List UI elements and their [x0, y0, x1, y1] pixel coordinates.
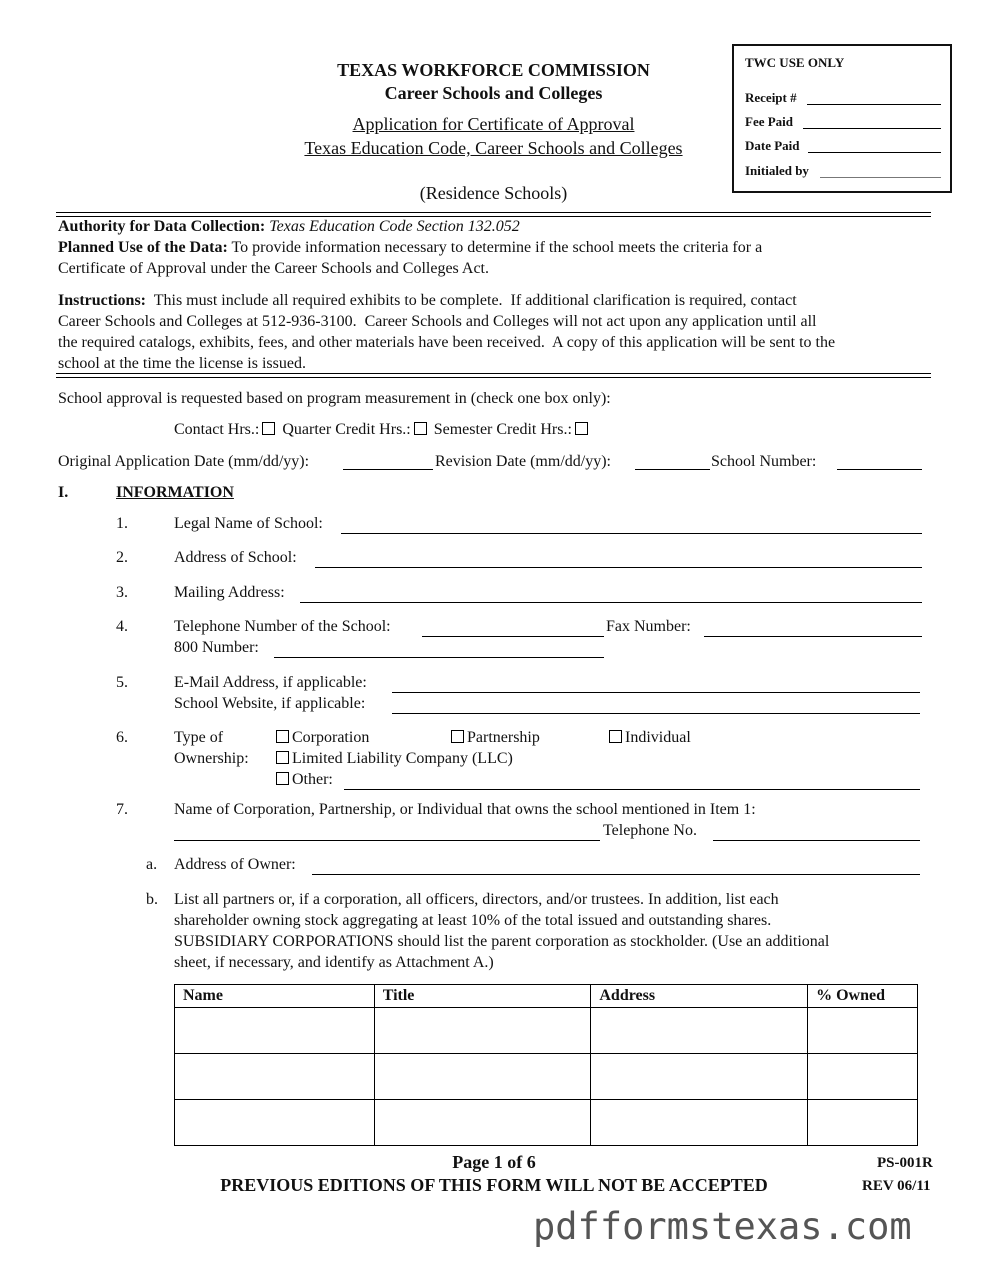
- corporation-checkbox[interactable]: [276, 730, 289, 743]
- website-label: School Website, if applicable:: [174, 695, 366, 712]
- list-instructions-3: SUBSIDIARY CORPORATIONS should list the parent corporation as stockholder. (Use an additional: [174, 933, 830, 950]
- section-title: INFORMATION: [116, 484, 234, 501]
- school-address-label: Address of School:: [174, 549, 297, 566]
- item-number: 2.: [116, 549, 128, 566]
- item-number: 5.: [116, 674, 128, 691]
- form-title-sub: Texas Education Code, Career Schools and Colleges: [304, 138, 683, 158]
- watermark: pdfformstexas.com: [533, 1205, 912, 1248]
- partnership-checkbox[interactable]: [451, 730, 464, 743]
- address-cell[interactable]: [591, 1054, 808, 1100]
- legal-name-field[interactable]: [341, 519, 922, 534]
- percent-owned-column-header: % Owned: [808, 985, 918, 1008]
- item-number: 4.: [116, 618, 128, 635]
- table-header-row: [175, 985, 918, 1008]
- percent-owned-cell[interactable]: [808, 1100, 918, 1146]
- list-instructions-4: sheet, if necessary, and identify as Attachment A.): [174, 954, 494, 971]
- owner-name-label: Name of Corporation, Partnership, or Individual that owns the school mentioned in Item 1:: [174, 801, 756, 818]
- quarter-credit-checkbox[interactable]: [414, 422, 427, 435]
- item-number: 1.: [116, 515, 128, 532]
- planned-use-line: [58, 239, 762, 257]
- division-name: Career Schools and Colleges: [384, 83, 603, 103]
- individual-checkbox[interactable]: [609, 730, 622, 743]
- original-date-label: Original Application Date (mm/dd/yy):: [58, 453, 310, 470]
- website-field[interactable]: [392, 699, 920, 714]
- planned-use-text-2: Certificate of Approval under the Career Schools and Colleges Act.: [58, 260, 489, 277]
- authority-label: Authority for Data Collection:: [58, 218, 266, 235]
- residence-schools-subtitle: (Residence Schools): [419, 183, 568, 203]
- toll-free-field[interactable]: [274, 643, 604, 658]
- name-cell[interactable]: [175, 1008, 375, 1054]
- title-column-header: Title: [374, 985, 591, 1008]
- individual-option: Individual: [606, 729, 691, 747]
- form-revision: REV 06/11: [862, 1178, 931, 1194]
- title-cell[interactable]: [374, 1054, 591, 1100]
- revision-date-field[interactable]: [635, 455, 710, 470]
- page-number: Page 1 of 6: [452, 1152, 536, 1172]
- instructions-label: Instructions:: [58, 292, 147, 309]
- owner-telephone-field[interactable]: [713, 826, 920, 841]
- header-divider: [56, 212, 931, 217]
- date-paid-field[interactable]: [808, 152, 941, 153]
- item-letter: a.: [146, 856, 158, 873]
- address-cell[interactable]: [591, 1008, 808, 1054]
- llc-checkbox[interactable]: [276, 751, 289, 764]
- form-code: PS-001R: [877, 1155, 933, 1171]
- owner-name-field[interactable]: [174, 826, 600, 841]
- semester-credit-label: Semester Credit Hrs.:: [433, 421, 572, 438]
- name-cell[interactable]: [175, 1054, 375, 1100]
- email-field[interactable]: [392, 678, 920, 693]
- authority-line: [58, 218, 520, 236]
- type-of-label: Type of: [174, 729, 224, 746]
- item-number: 6.: [116, 729, 128, 746]
- other-field[interactable]: [344, 775, 920, 790]
- ownership-label: Ownership:: [174, 750, 249, 767]
- authority-text: Texas Education Code Section 132.052: [269, 218, 520, 235]
- contact-hrs-label: Contact Hrs.:: [174, 421, 260, 438]
- other-option: Other:: [273, 771, 333, 789]
- measurement-prompt: School approval is requested based on program measurement in (check one box only):: [58, 390, 611, 407]
- planned-use-text-1: To provide information necessary to determine if the school meets the criteria for a: [231, 239, 763, 256]
- legal-name-label: Legal Name of School:: [174, 515, 323, 532]
- contact-hrs-checkbox[interactable]: [262, 422, 275, 435]
- fee-paid-field[interactable]: [803, 128, 941, 129]
- corporation-option: Corporation: [273, 729, 369, 747]
- previous-editions-warning: PREVIOUS EDITIONS OF THIS FORM WILL NOT BE ACCEPTED: [220, 1175, 768, 1195]
- twc-box-title: TWC USE ONLY: [745, 55, 845, 70]
- school-number-label: School Number:: [711, 453, 817, 470]
- form-title: Application for Certificate of Approval: [352, 114, 635, 134]
- item-letter: b.: [146, 891, 158, 908]
- revision-date-label: Revision Date (mm/dd/yy):: [435, 453, 611, 470]
- instructions-line-3: the required catalogs, exhibits, fees, and other materials have been received. A copy of this application will be sent to the: [58, 334, 836, 351]
- school-number-field[interactable]: [837, 455, 922, 470]
- address-column-header: Address: [591, 985, 808, 1008]
- receipt-label: Receipt #: [745, 90, 797, 105]
- email-label: E-Mail Address, if applicable:: [174, 674, 367, 691]
- telephone-field[interactable]: [422, 622, 604, 637]
- date-paid-label: Date Paid: [745, 138, 800, 153]
- fax-label: Fax Number:: [606, 618, 691, 635]
- fax-field[interactable]: [704, 622, 922, 637]
- instructions-divider: [56, 373, 931, 378]
- telephone-label: Telephone Number of the School:: [174, 618, 391, 635]
- table-row: [175, 1008, 918, 1054]
- name-cell[interactable]: [175, 1100, 375, 1146]
- list-instructions-2: shareholder owning stock aggregating at least 10% of the total issued and outstanding shares.: [174, 912, 772, 929]
- instructions-line-2: Career Schools and Colleges at 512-936-3100. Career Schools and Colleges will not act upon any application until all: [58, 313, 817, 330]
- planned-use-label: Planned Use of the Data:: [58, 239, 228, 256]
- initialed-by-label: Initialed by: [745, 163, 809, 178]
- item-number: 3.: [116, 584, 128, 601]
- instructions-line-4: school at the time the license is issued.: [58, 355, 306, 372]
- receipt-field[interactable]: [807, 104, 941, 105]
- agency-name: TEXAS WORKFORCE COMMISSION: [337, 60, 650, 80]
- quarter-credit-label: Quarter Credit Hrs.:: [282, 421, 411, 438]
- mailing-address-field[interactable]: [300, 588, 922, 603]
- item-number: 7.: [116, 801, 128, 818]
- section-numeral: I.: [58, 484, 69, 501]
- owners-table: [174, 984, 918, 1146]
- partnership-option: Partnership: [448, 729, 540, 747]
- measurement-options: [174, 421, 591, 439]
- instructions-line-1: Instructions: This must include all required exhibits to be complete. If additional clarification is required, contact: [58, 292, 797, 309]
- fee-paid-label: Fee Paid: [745, 114, 794, 129]
- list-instructions-1: List all partners or, if a corporation, all officers, directors, and/or trustees. In addition, list each: [174, 891, 779, 908]
- toll-free-label: 800 Number:: [174, 639, 259, 656]
- table-row: [175, 1054, 918, 1100]
- owner-address-field[interactable]: [312, 860, 920, 875]
- semester-credit-checkbox[interactable]: [575, 422, 588, 435]
- table-row: [175, 1100, 918, 1146]
- name-column-header: Name: [175, 985, 375, 1008]
- other-checkbox[interactable]: [276, 772, 289, 785]
- owner-telephone-label: Telephone No.: [603, 822, 697, 839]
- percent-owned-cell[interactable]: [808, 1054, 918, 1100]
- school-address-field[interactable]: [315, 553, 922, 568]
- twc-use-only-box: [732, 44, 952, 193]
- original-date-field[interactable]: [343, 455, 433, 470]
- owner-address-label: Address of Owner:: [174, 856, 296, 873]
- llc-option: Limited Liability Company (LLC): [273, 750, 513, 768]
- percent-owned-cell[interactable]: [808, 1008, 918, 1054]
- title-cell[interactable]: [374, 1008, 591, 1054]
- mailing-address-label: Mailing Address:: [174, 584, 285, 601]
- address-cell[interactable]: [591, 1100, 808, 1146]
- title-cell[interactable]: [374, 1100, 591, 1146]
- initialed-by-field[interactable]: [820, 177, 941, 178]
